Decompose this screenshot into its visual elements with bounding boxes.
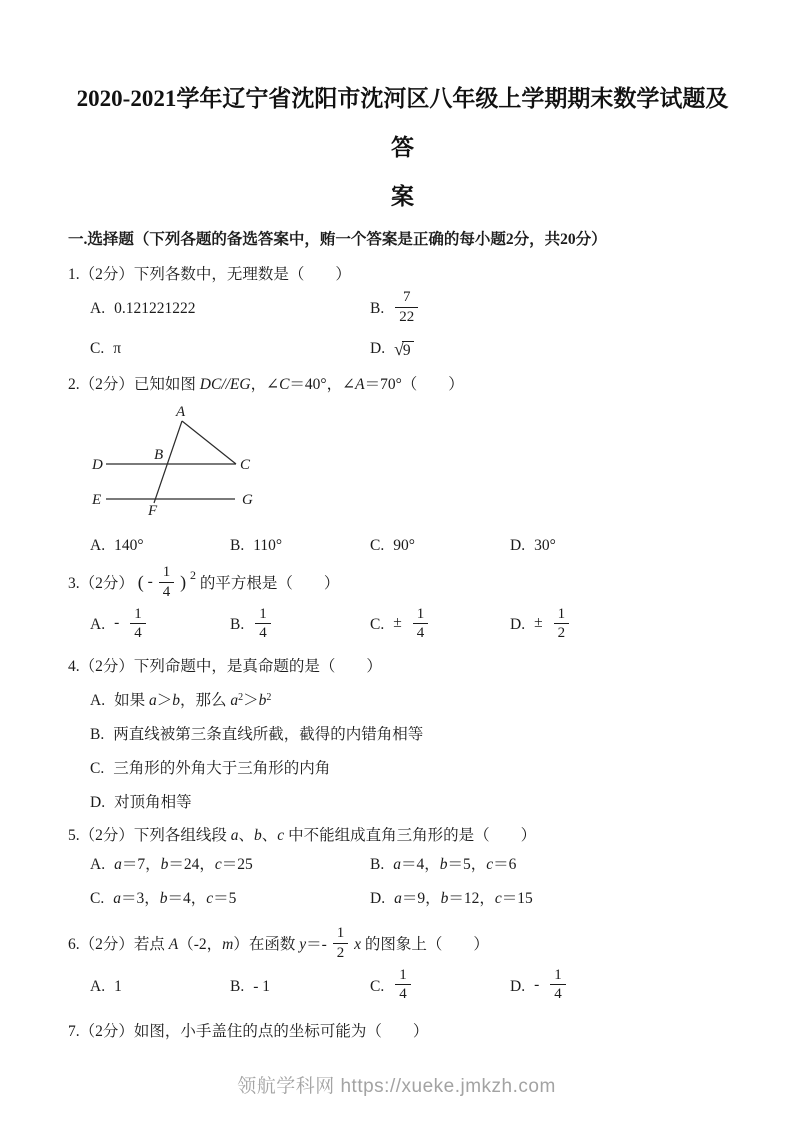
- question-3-options-row: [90, 602, 737, 649]
- question-6-option-c: [370, 966, 510, 1006]
- option-label: D.: [510, 537, 526, 555]
- option-label: B.: [370, 299, 385, 317]
- point-label-g: G: [242, 491, 253, 508]
- question-6-stem: [68, 924, 737, 964]
- watermark-footer: 领航学科网 https://xueke.jmkzh.com: [237, 1076, 556, 1098]
- fraction-denominator: 4: [259, 625, 267, 642]
- minus-sign: -: [114, 614, 120, 632]
- question-5-option-b: [370, 855, 737, 876]
- option-label: A.: [90, 692, 106, 710]
- option-text: 两直线被第三条直线所截，截得的内错角相等: [113, 726, 424, 744]
- option-text: 110°: [253, 537, 283, 555]
- fraction: [333, 925, 349, 962]
- question-6-option-b: [230, 977, 370, 998]
- question-4-option-b: [90, 725, 737, 746]
- fraction-denominator: 22: [399, 308, 415, 325]
- title-line-2: 案: [391, 184, 414, 209]
- option-text: a＝9，b＝12，c＝15: [394, 890, 533, 908]
- question-2-option-c: [370, 536, 510, 557]
- minus-sign: -: [147, 572, 153, 590]
- option-text: a＝3，b＝4，c＝5: [113, 890, 237, 908]
- question-1-option-a: [90, 299, 370, 320]
- option-label: A.: [90, 977, 106, 995]
- option-text: a＝4，b＝5，c＝6: [393, 856, 517, 874]
- question-1-option-d: [370, 337, 737, 362]
- question-5-stem: 5.（2分）下列各组线段 a、b、c 中不能组成直角三角形的是（ ）: [68, 826, 537, 844]
- point-label-d: D: [92, 456, 103, 473]
- fraction-denominator: 4: [134, 625, 142, 642]
- question-1-option-b: [370, 291, 737, 328]
- question-4-option-d: [90, 793, 737, 814]
- option-label: C.: [370, 537, 385, 555]
- question-1-options-row-2: [90, 333, 737, 367]
- option-text: 对顶角相等: [114, 794, 192, 812]
- question-6-option-a: [90, 977, 230, 998]
- question-2-stem: 2.（2分）已知如图 DC//EG，∠C＝40°，∠A＝70°（ ）: [68, 375, 464, 393]
- option-label: C.: [90, 340, 105, 358]
- option-text: 如果 a＞b，那么 $a^2>b^2$: [114, 692, 272, 710]
- title-line-1: 2020-2021学年辽宁省沈阳市沈河区八年级上学期期末数学试题及答: [76, 86, 729, 160]
- fraction: [554, 606, 570, 643]
- question-6-option-d: [510, 966, 737, 1006]
- option-label: B.: [90, 726, 105, 744]
- option-text: 0.121221222: [114, 299, 196, 317]
- question-5-options-row-1: [90, 849, 737, 883]
- question-4: [68, 657, 737, 814]
- plus-minus-sign: ±: [534, 614, 543, 632]
- option-text: 90°: [393, 537, 415, 555]
- option-text: 30°: [534, 537, 556, 555]
- point-label-a: A: [176, 403, 186, 420]
- fraction-numerator: 1: [554, 606, 570, 625]
- option-label: B.: [230, 977, 245, 995]
- question-3-option-b: [230, 605, 370, 645]
- question-2-option-d: [510, 536, 737, 557]
- question-1: [68, 265, 737, 367]
- fraction-denominator: 4: [399, 986, 407, 1003]
- plus-minus-sign: ±: [393, 614, 402, 632]
- fraction-denominator: 4: [162, 583, 171, 600]
- fraction: [395, 967, 411, 1004]
- fraction-numerator: 1: [550, 967, 566, 986]
- radical-sign: √: [394, 339, 404, 360]
- question-2-option-b: [230, 536, 370, 557]
- option-label: A.: [90, 537, 106, 555]
- question-1-stem: 1.（2分）下列各数中，无理数是（ ）: [68, 265, 351, 283]
- fraction: [413, 606, 429, 643]
- question-6: [68, 924, 737, 1011]
- fraction-numerator: 1: [130, 606, 146, 625]
- option-label: A.: [90, 299, 106, 317]
- question-4-option-c: [90, 759, 737, 780]
- option-text: π: [113, 340, 122, 358]
- page-title: [68, 0, 737, 221]
- fraction: [159, 564, 175, 601]
- option-text: 140°: [114, 537, 144, 555]
- option-text: - 1: [253, 977, 271, 995]
- point-label-e: E: [92, 491, 102, 508]
- close-paren: ): [180, 571, 187, 592]
- question-5-option-c: [90, 889, 370, 910]
- point-label-b: B: [154, 446, 164, 463]
- question-3-option-a: [90, 605, 230, 645]
- stem-text-post: x 的图象上（ ）: [354, 935, 489, 953]
- exponent: 2: [189, 567, 196, 582]
- question-6-options-row: [90, 963, 737, 1010]
- option-label: C.: [370, 977, 385, 995]
- question-3: [68, 563, 737, 650]
- option-label: C.: [90, 760, 105, 778]
- minus-sign: -: [534, 975, 540, 993]
- fraction-denominator: 4: [554, 986, 562, 1003]
- stem-text-post: 的平方根是（ ）: [199, 574, 340, 592]
- fraction-numerator: 1: [395, 967, 411, 986]
- option-label: C.: [90, 890, 105, 908]
- question-2-options-row: [90, 530, 737, 564]
- question-7: [68, 1022, 737, 1043]
- fraction-denominator: 2: [557, 625, 566, 642]
- option-text: a＝7，b＝24，c＝25: [114, 856, 253, 874]
- question-1-options-row-1: [90, 286, 737, 333]
- option-label: B.: [230, 537, 245, 555]
- sqrt-expression: [394, 337, 414, 362]
- option-label: A.: [90, 856, 106, 874]
- question-3-stem: [68, 563, 737, 603]
- segment-a-c: [182, 421, 236, 464]
- option-label: A.: [90, 616, 106, 634]
- open-paren: (: [137, 571, 144, 592]
- fraction-numerator: 1: [413, 606, 429, 625]
- stem-text-pre: 6.（2分）若点 A（-2，m）在函数 y＝-: [68, 935, 327, 953]
- fraction-numerator: 1: [159, 564, 175, 583]
- question-1-option-c: [90, 339, 370, 360]
- question-3-option-d: [510, 605, 737, 645]
- fraction-numerator: 1: [333, 925, 349, 944]
- option-label: B.: [370, 856, 385, 874]
- option-label: B.: [230, 616, 245, 634]
- question-5-options-row-2: [90, 883, 737, 917]
- fraction-denominator: 2: [336, 944, 345, 961]
- question-3-option-c: [370, 605, 510, 645]
- question-4-option-a: [90, 691, 737, 712]
- option-text: 1: [114, 977, 122, 995]
- fraction: [255, 606, 271, 643]
- option-label: D.: [370, 340, 386, 358]
- point-label-f: F: [148, 502, 158, 519]
- point-label-c: C: [240, 456, 251, 473]
- fraction-numerator: 7: [395, 289, 418, 308]
- question-5: [68, 826, 737, 917]
- option-text: 三角形的外角大于三角形的内角: [113, 760, 331, 778]
- fraction: [550, 967, 566, 1004]
- option-label: D.: [90, 794, 106, 812]
- fraction: [395, 289, 418, 326]
- question-5-option-a: [90, 855, 370, 876]
- question-2: [68, 375, 737, 564]
- stem-text-pre: 3.（2分）: [68, 574, 134, 592]
- option-label: D.: [510, 616, 526, 634]
- geometry-figure: [80, 400, 340, 528]
- question-4-stem: 4.（2分）下列命题中，是真命题的是（ ）: [68, 658, 382, 676]
- fraction-numerator: 1: [255, 606, 271, 625]
- question-2-option-a: [90, 536, 230, 557]
- radicand: 9: [402, 341, 414, 359]
- option-label: D.: [370, 890, 386, 908]
- fraction: [130, 606, 146, 643]
- question-5-option-d: [370, 889, 737, 910]
- fraction-denominator: 4: [416, 625, 425, 642]
- option-label: D.: [510, 977, 526, 995]
- question-7-stem: 7.（2分）如图，小手盖住的点的坐标可能为（ ）: [68, 1023, 429, 1041]
- section-heading: 一.选择题（下列各题的备选答案中，贿一个答案是正确的每小题2分，共20分）: [68, 231, 607, 248]
- option-label: C.: [370, 616, 385, 634]
